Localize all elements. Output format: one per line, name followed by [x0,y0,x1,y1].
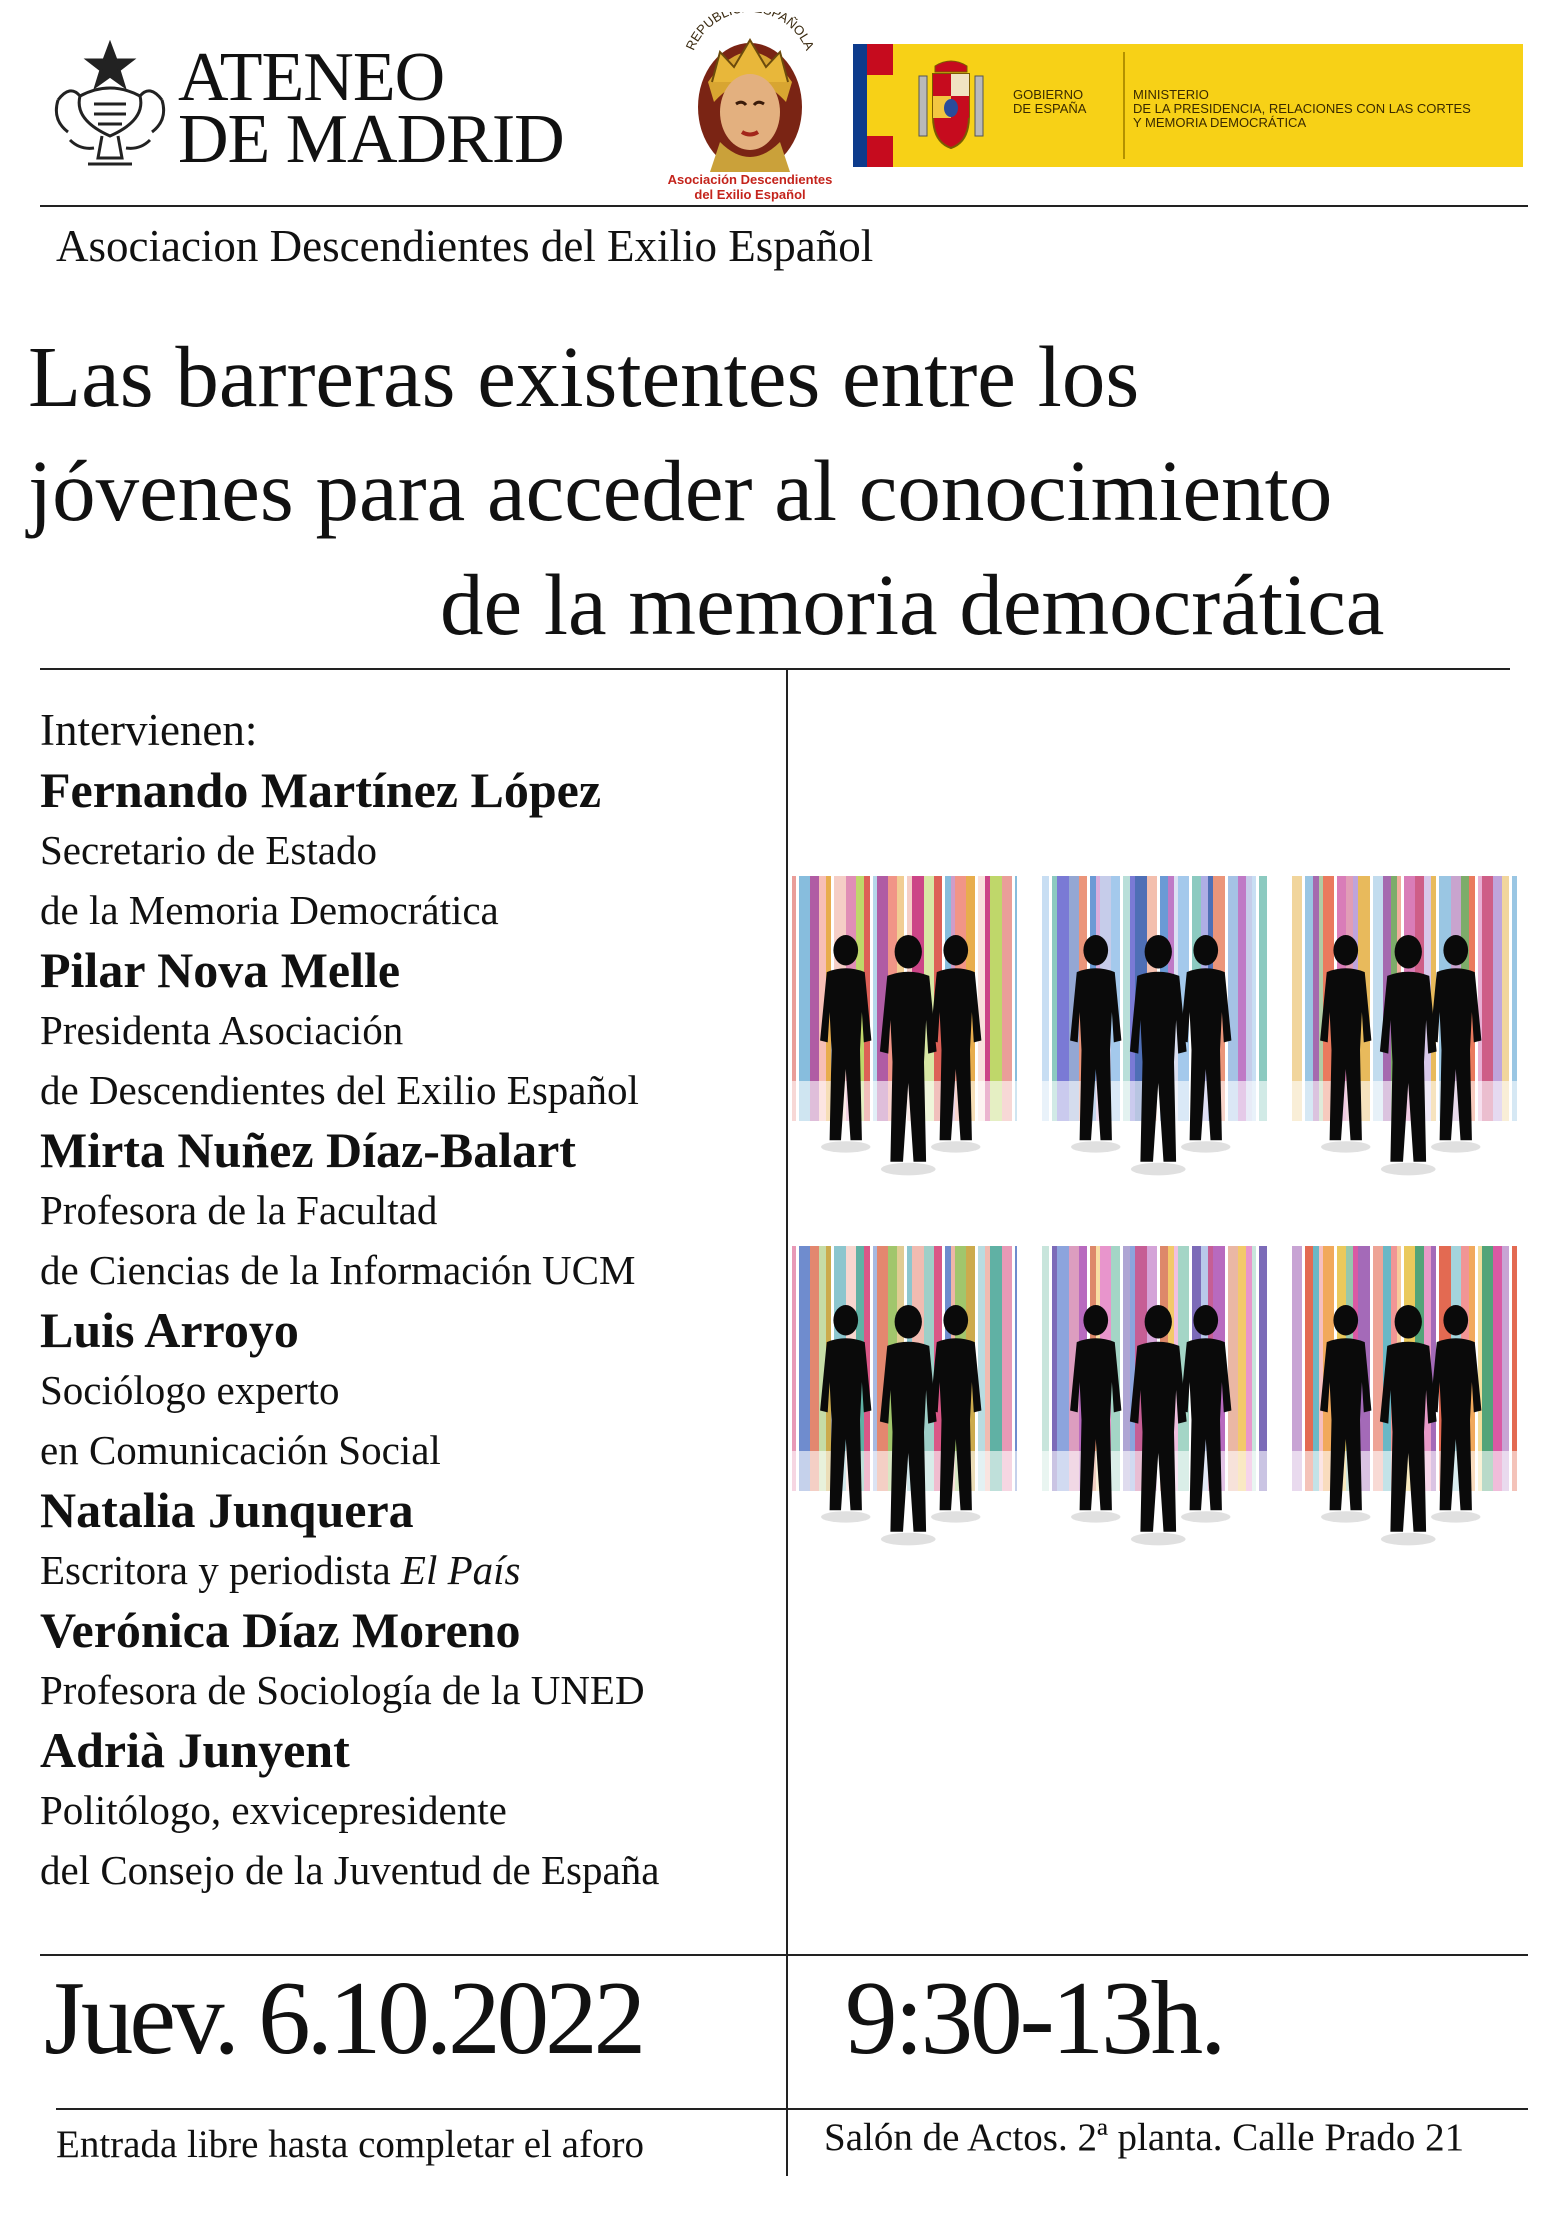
speaker-entry [40,760,780,940]
youth-silhouettes-illustration [792,876,1532,1611]
speakers-intro: Intervienen: [40,705,258,755]
speaker-name: Mirta Nuñez Díaz-Balart [40,1122,576,1178]
header-divider [40,205,1528,207]
ministry-line3: Y MEMORIA DEMOCRÁTICA [1133,115,1307,130]
spain-flag-stripe [853,44,893,167]
ateneo-crest-logo [50,40,170,175]
organizer-name: Asociacion Descendientes del Exilio Español [56,221,874,271]
speaker-name: Fernando Martínez López [40,762,602,818]
speaker-name: Pilar Nova Melle [40,942,401,998]
speaker-role: Profesora de Sociología de la UNED [40,1667,645,1713]
gov-label [1013,88,1113,116]
column-divider [786,668,788,2176]
speaker-name: Verónica Díaz Moreno [40,1602,521,1658]
footer-divider-top [40,1954,1528,1956]
ateneo-name [178,39,564,178]
speaker-role-text: Escritora y periodista [40,1547,391,1593]
gov-label-line1: GOBIERNO [1013,87,1084,102]
speaker-role: Sociólogo experto [40,1367,340,1413]
title-divider [40,668,1510,670]
speaker-role: de Descendientes del Exilio Español [40,1067,639,1113]
speaker-role: de la Memoria Democrática [40,887,499,933]
speaker-name: Natalia Junquera [40,1482,414,1538]
speaker-entry [40,1480,780,1600]
event-title-line2: jóvenes para acceder al conocimiento [28,442,1333,539]
exile-logo-arc-text: REPUBL PAÑOLA [682,12,818,53]
speaker-role: Presidenta Asociación [40,1007,404,1053]
event-venue: Salón de Actos. 2ª planta. Calle Prado 21 [824,2116,1465,2159]
exile-association-logo [660,12,840,202]
ministry-label [1133,88,1523,130]
gov-label-line2: DE ESPAÑA [1013,101,1087,116]
speaker-entry [40,1720,780,1900]
speaker-entry [40,940,780,1120]
striped-panel [792,1246,1017,1545]
striped-panel [792,876,1017,1175]
exile-logo-caption-2: del Exilio Español [694,187,806,202]
event-title [28,320,1528,662]
event-title-line3: de la memoria democrática [440,556,1385,653]
ministry-line1: MINISTERIO [1133,87,1209,102]
striped-panel [1292,876,1517,1175]
government-ministry-banner [853,44,1523,167]
newspaper-name: El País [400,1547,521,1593]
event-time: 9:30-13h. [845,1959,1224,2076]
speaker-entry [40,1600,780,1720]
event-title-line1: Las barreras existentes entre los [28,328,1140,425]
republic-portrait-emblem [660,12,840,172]
speaker-role [40,1540,780,1600]
speaker-role: Politólogo, exvicepresidente [40,1787,507,1833]
striped-panel [1292,1246,1517,1545]
gov-divider [1123,52,1125,159]
speaker-entry [40,1300,780,1480]
spain-coat-of-arms-icon [911,56,991,156]
speaker-entry [40,1120,780,1300]
event-date: Juev. 6.10.2022 [44,1959,643,2076]
ateneo-name-line1: ATENEO [178,39,445,116]
speaker-role: en Comunicación Social [40,1427,441,1473]
entry-note: Entrada libre hasta completar el aforo [56,2123,644,2166]
speaker-name: Adrià Junyent [40,1722,350,1778]
speaker-role: Profesora de la Facultad [40,1187,438,1233]
speaker-role: de Ciencias de la Información UCM [40,1247,636,1293]
striped-panel [1042,1246,1267,1545]
ateneo-name-line2: DE MADRID [178,101,564,178]
speakers-list [40,700,780,1900]
footer-divider-bottom [56,2108,1528,2110]
exile-logo-caption-1: Asociación Descendientes [667,172,833,187]
striped-panel [1042,876,1267,1175]
ministry-line2: DE LA PRESIDENCIA, RELACIONES CON LAS CORTES [1133,101,1471,116]
speaker-name: Luis Arroyo [40,1302,299,1358]
speaker-role: Secretario de Estado [40,827,377,873]
speaker-role: del Consejo de la Juventud de España [40,1847,660,1893]
